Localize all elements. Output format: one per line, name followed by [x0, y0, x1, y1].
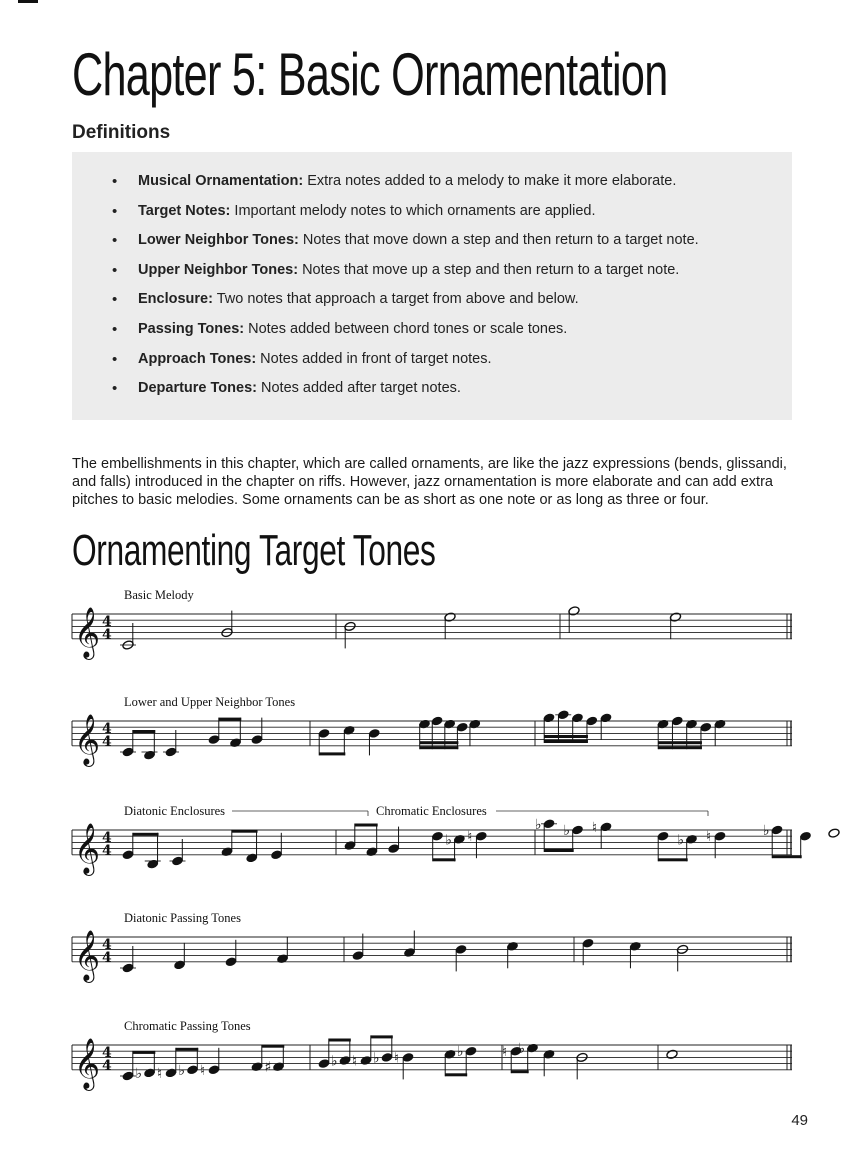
- flat-sign: ♭: [445, 832, 452, 849]
- time-signature-bottom: 4: [102, 626, 112, 643]
- notehead: [122, 963, 134, 973]
- notehead: [828, 828, 840, 838]
- notehead: [600, 822, 612, 832]
- notehead: [431, 716, 443, 726]
- definition-term: Musical Ornamentation:: [138, 173, 304, 189]
- definition-item: [112, 315, 792, 345]
- definition-text: Notes added between chord tones or scale tones.: [244, 320, 568, 337]
- definition-text: Notes added after target notes.: [256, 380, 461, 397]
- notehead: [403, 947, 415, 957]
- definition-term: Lower Neighbor Tones:: [138, 232, 299, 249]
- notehead: [143, 750, 155, 760]
- notehead: [475, 831, 487, 841]
- notehead: [360, 1055, 372, 1065]
- notehead: [469, 719, 481, 729]
- notehead: [543, 713, 555, 723]
- definition-item: [112, 374, 792, 404]
- beam: [445, 1073, 467, 1076]
- beam: [319, 752, 345, 755]
- beam: [371, 1035, 393, 1038]
- notehead: [147, 859, 159, 869]
- definition-text: Notes that move down a step and then return to a target note.: [298, 232, 699, 249]
- flat-sign: ♭: [563, 823, 571, 839]
- beam: [133, 833, 159, 836]
- notehead: [171, 856, 183, 866]
- notehead: [506, 941, 518, 951]
- natural-sign: ♮: [592, 819, 598, 836]
- notehead: [352, 950, 364, 960]
- notehead: [455, 944, 467, 954]
- notehead: [657, 831, 669, 841]
- notehead: [272, 1062, 284, 1072]
- example-label: Chromatic Enclosures: [376, 804, 487, 818]
- notehead: [586, 716, 598, 726]
- beam: [219, 718, 242, 721]
- treble-clef-icon: 𝄞: [74, 1037, 101, 1089]
- definition-item: [112, 226, 792, 256]
- beam: [658, 746, 702, 749]
- notehead: [270, 850, 282, 860]
- notehead: [666, 1049, 678, 1059]
- flat-sign: ♭: [518, 1041, 526, 1058]
- notehead: [431, 831, 443, 841]
- notehead: [799, 831, 811, 841]
- notehead: [444, 612, 456, 622]
- treble-clef-icon: 𝄞: [74, 929, 101, 981]
- beam: [355, 824, 378, 827]
- notehead: [571, 713, 583, 723]
- notehead: [582, 938, 594, 948]
- time-signature-top: 4: [102, 937, 112, 953]
- notehead: [173, 960, 185, 970]
- corner-mark: [18, 0, 38, 3]
- beam: [433, 858, 456, 861]
- definition-text: Important melody notes to which ornaments are applied.: [230, 202, 596, 219]
- page-number: 49: [791, 1112, 808, 1129]
- notehead: [685, 834, 697, 844]
- notehead: [143, 1068, 155, 1078]
- beam: [262, 1045, 285, 1048]
- section-heading: Ornamenting Target Tones: [72, 526, 436, 575]
- time-signature-bottom: 4: [102, 1057, 112, 1074]
- natural-sign: ♮: [467, 829, 473, 846]
- example-label: Diatonic Enclosures: [124, 804, 226, 818]
- beam: [772, 855, 802, 858]
- definition-item: [112, 345, 792, 375]
- natural-sign: ♮: [502, 1044, 508, 1061]
- notehead: [122, 747, 134, 757]
- staff-system: [72, 695, 792, 767]
- example-label: Chromatic Passing Tones: [124, 1019, 251, 1033]
- notehead: [571, 825, 583, 835]
- flat-sign: ♭: [677, 832, 685, 849]
- notehead: [543, 1049, 555, 1059]
- definition-term: Enclosure:: [138, 291, 213, 308]
- natural-sign: ♮: [706, 829, 712, 846]
- definition-text: Notes that move up a step and then return to a target note.: [298, 261, 680, 278]
- beam: [511, 1070, 529, 1073]
- definition-text: Two notes that approach a target from above and below.: [212, 291, 579, 308]
- notehead: [221, 847, 233, 857]
- notehead: [465, 1046, 477, 1056]
- notehead: [276, 954, 288, 964]
- notehead: [229, 738, 241, 748]
- notehead: [714, 719, 726, 729]
- beam: [232, 830, 258, 833]
- time-signature-bottom: 4: [102, 733, 112, 750]
- intro-paragraph: The embellishments in this chapter, which are called ornaments, are like the jazz expressions (bends, glissandi, and falls) introduced in the chapter on riffs. However, jazz ornamentation is more elaborate and can add extra pitches to basic melodies. Some ornaments can be as short as one note or as long as three or four.: [72, 456, 787, 508]
- definition-item: [112, 167, 792, 197]
- natural-sign: ♮: [352, 1053, 358, 1070]
- sharp-sign: ♯: [264, 1059, 272, 1076]
- flat-sign: ♭: [373, 1050, 380, 1067]
- definition-text: Notes added in front of target notes.: [256, 350, 492, 367]
- staff-system: [72, 804, 840, 876]
- notehead: [246, 853, 258, 863]
- natural-sign: ♮: [200, 1062, 206, 1079]
- notehead: [388, 843, 400, 853]
- notehead: [771, 825, 783, 835]
- natural-sign: ♮: [157, 1065, 163, 1082]
- notehead: [251, 734, 263, 744]
- notehead: [600, 713, 612, 723]
- notehead: [714, 831, 726, 841]
- notehead: [671, 716, 683, 726]
- staff-system: [72, 1019, 792, 1091]
- time-signature-top: 4: [102, 721, 112, 737]
- definition-item: [112, 197, 792, 227]
- notehead: [669, 612, 681, 622]
- beam: [658, 741, 702, 744]
- notehead: [122, 850, 134, 860]
- time-signature-top: 4: [102, 1045, 112, 1061]
- notehead: [557, 710, 569, 720]
- definitions-heading: Definitions: [72, 122, 171, 143]
- flat-sign: ♭: [535, 816, 542, 833]
- natural-sign: ♮: [394, 1050, 400, 1067]
- treble-clef-icon: 𝄞: [74, 606, 101, 658]
- beam: [420, 746, 459, 749]
- notehead: [453, 834, 465, 844]
- flat-sign: ♭: [457, 1044, 464, 1061]
- notehead: [526, 1043, 538, 1053]
- beam: [176, 1048, 199, 1051]
- beam: [544, 849, 574, 852]
- notehead: [208, 734, 220, 744]
- notehead: [444, 719, 456, 729]
- treble-clef-icon: 𝄞: [74, 713, 101, 765]
- example-label: Diatonic Passing Tones: [124, 911, 241, 925]
- definition-item: [112, 285, 792, 315]
- notehead: [344, 840, 356, 850]
- time-signature-top: 4: [102, 830, 112, 846]
- staff-system: [72, 588, 792, 660]
- notehead: [700, 722, 712, 732]
- notehead: [685, 719, 697, 729]
- beam: [420, 741, 459, 744]
- music-examples: [0, 585, 864, 1105]
- definition-term: Passing Tones:: [138, 320, 245, 337]
- beam: [544, 735, 588, 738]
- definitions-box: [72, 152, 792, 420]
- beam: [544, 740, 588, 743]
- notehead: [165, 1068, 177, 1078]
- definitions-list: [72, 152, 792, 404]
- flat-sign: ♭: [178, 1062, 186, 1079]
- notehead: [444, 1049, 456, 1059]
- beam: [133, 730, 156, 733]
- definition-term: Target Notes:: [138, 202, 231, 219]
- notehead: [366, 847, 378, 857]
- definition-term: Upper Neighbor Tones:: [138, 261, 299, 278]
- beam: [329, 1039, 351, 1042]
- notehead: [251, 1062, 263, 1072]
- example-label: Basic Melody: [124, 588, 194, 602]
- notehead: [402, 1052, 414, 1062]
- definition-term: Approach Tones:: [138, 350, 257, 367]
- flat-sign: ♭: [763, 823, 770, 839]
- beam: [658, 858, 688, 861]
- notehead: [318, 728, 330, 738]
- chapter-title: Chapter 5: Basic Ornamentation: [72, 41, 668, 108]
- notehead: [208, 1065, 220, 1075]
- notehead: [381, 1052, 393, 1062]
- beam: [133, 1051, 156, 1054]
- flat-sign: ♭: [135, 1065, 143, 1082]
- flat-sign: ♭: [331, 1053, 338, 1070]
- notehead: [186, 1065, 198, 1075]
- definition-text: Extra notes added to a melody to make it more elaborate.: [303, 173, 677, 189]
- definition-term: Departure Tones:: [138, 380, 257, 397]
- notehead: [318, 1058, 330, 1068]
- notehead: [456, 722, 468, 732]
- notehead: [343, 725, 355, 735]
- staff-system: [72, 911, 792, 983]
- notehead: [165, 747, 177, 757]
- notehead: [543, 819, 555, 829]
- notehead: [418, 719, 430, 729]
- definition-item: [112, 256, 792, 286]
- time-signature-top: 4: [102, 614, 112, 630]
- notehead: [368, 728, 380, 738]
- treble-clef-icon: 𝄞: [74, 822, 101, 874]
- time-signature-bottom: 4: [102, 949, 112, 966]
- notehead: [568, 606, 580, 616]
- notehead: [122, 1071, 134, 1081]
- notehead: [339, 1055, 351, 1065]
- notehead: [657, 719, 669, 729]
- notehead: [629, 941, 641, 951]
- time-signature-bottom: 4: [102, 842, 112, 859]
- notehead: [225, 957, 237, 967]
- example-label: Lower and Upper Neighbor Tones: [124, 695, 296, 709]
